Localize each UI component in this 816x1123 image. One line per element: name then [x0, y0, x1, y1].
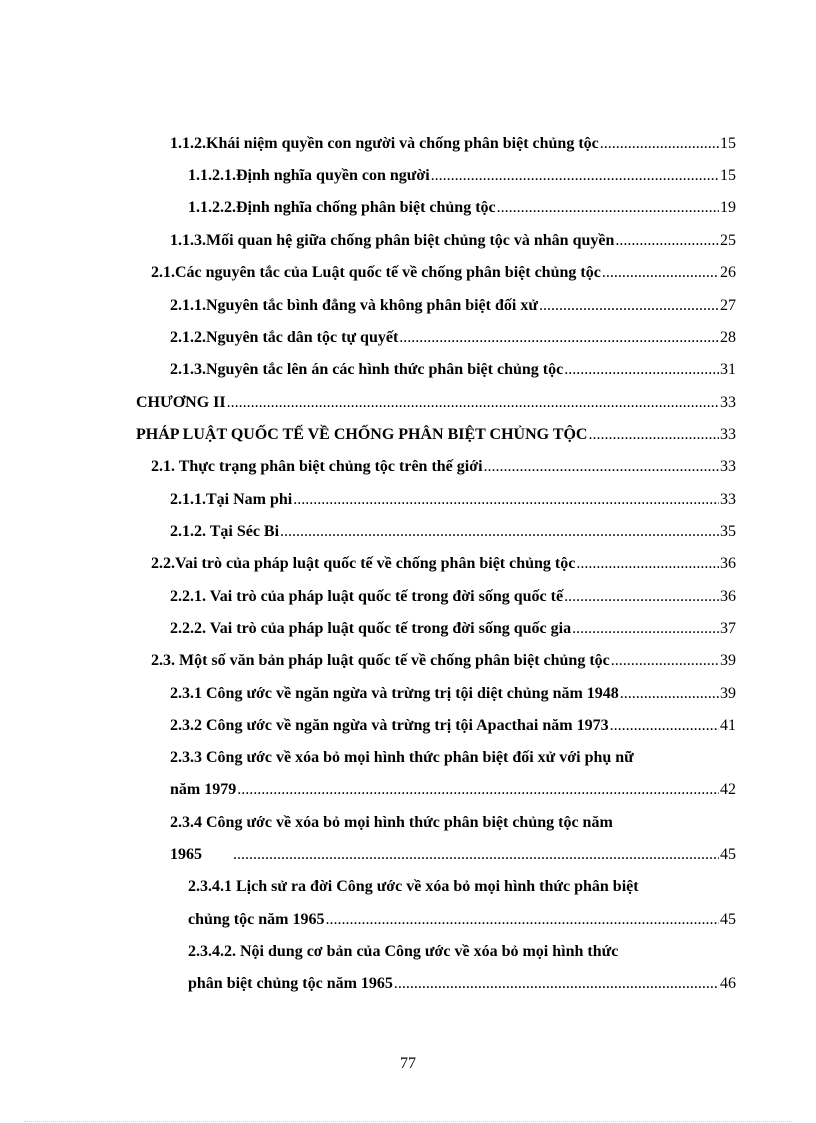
toc-entry [151, 451, 736, 483]
toc-entry [170, 290, 736, 322]
toc-entry-title: 2.3.2 Công ước về ngăn ngừa và trừng trị tội Apacthai năm 1973 [170, 717, 609, 734]
toc-entry-title: 2.1.3.Nguyên tắc lên án các hình thức phân biệt chủng tộc [170, 361, 564, 378]
toc-entry-page: 28 [720, 329, 736, 346]
toc-entry-page: 45 [720, 846, 736, 863]
toc-leader [237, 774, 719, 806]
toc-leader [539, 290, 719, 322]
toc-entry-page: 26 [720, 264, 736, 281]
toc-entry-page: 45 [720, 911, 736, 928]
toc-leader [293, 484, 719, 516]
toc-entry [170, 322, 736, 354]
toc-entry-page: 15 [720, 135, 736, 152]
toc-entry [151, 645, 736, 677]
toc-entry-page: 35 [720, 523, 736, 540]
toc-leader [399, 322, 719, 354]
toc-entry-title: 2.1. Thực trạng phân biệt chủng tộc trên thế giới [151, 458, 483, 475]
toc-leader [576, 548, 719, 580]
toc-entry-title: 1.1.2.2.Định nghĩa chống phân biệt chủng tộc [188, 199, 496, 216]
toc-entry-page: 42 [720, 781, 736, 798]
toc-entry-page: 33 [720, 491, 736, 508]
toc-leader [602, 257, 719, 289]
toc-leader [611, 645, 719, 677]
toc-entry-page: 46 [720, 975, 736, 992]
toc-entry-title: CHƯƠNG II [136, 394, 226, 411]
toc-entry [151, 548, 736, 580]
toc-entry-page: 36 [720, 555, 736, 572]
toc-entry [170, 807, 736, 839]
toc-entry [170, 128, 736, 160]
toc-entry-page: 31 [720, 361, 736, 378]
toc-entry-title: 1965 [170, 846, 202, 863]
toc-entry [136, 419, 736, 451]
toc-entry-title: 1.1.3.Mối quan hệ giữa chống phân biệt chủng tộc và nhân quyền [170, 232, 615, 249]
toc-entry-page: 39 [720, 652, 736, 669]
toc-leader [394, 968, 719, 1000]
toc-entry-title: năm 1979 [170, 781, 237, 798]
toc-entry [170, 742, 736, 774]
toc-entry-title: 2.1.1.Tại Nam phi [170, 491, 293, 508]
toc-entry-page: 27 [720, 297, 736, 314]
toc-entry-page: 39 [720, 685, 736, 702]
toc-leader [497, 192, 719, 224]
toc-entry-page: 33 [720, 426, 736, 443]
toc-entry [170, 774, 736, 806]
toc-entry-title: 2.1.2. Tại Séc Bi [170, 523, 280, 540]
toc-leader [588, 419, 719, 451]
toc-leader [620, 678, 719, 710]
toc-entry-page: 25 [720, 232, 736, 249]
toc-entry [170, 710, 736, 742]
toc-leader [572, 613, 719, 645]
toc-leader [227, 387, 719, 419]
toc-leader [615, 225, 719, 257]
toc-entry [136, 387, 736, 419]
toc-entry [170, 225, 736, 257]
toc-entry-title: 2.3. Một số văn bản pháp luật quốc tế về chống phân biệt chủng tộc [151, 652, 610, 669]
toc-leader [564, 354, 719, 386]
toc-leader [233, 839, 719, 871]
toc-leader [564, 581, 719, 613]
page-number: 77 [400, 1055, 416, 1072]
toc-entry-title: 2.3.4.2. Nội dung cơ bản của Công ước về xóa bỏ mọi hình thức [188, 943, 619, 960]
toc-leader [484, 451, 719, 483]
toc-entry [170, 516, 736, 548]
toc-entry-title: 2.3.4.1 Lịch sử ra đời Công ước về xóa bỏ mọi hình thức phân biệt [188, 878, 639, 895]
toc-entry [170, 613, 736, 645]
toc-entry [170, 354, 736, 386]
toc-entry [188, 160, 736, 192]
toc-entry-title: 2.3.4 Công ước về xóa bỏ mọi hình thức phân biệt chủng tộc năm [170, 814, 613, 831]
toc-entry-title: 2.1.Các nguyên tắc của Luật quốc tế về chống phân biệt chủng tộc [151, 264, 601, 281]
page-bottom-border [24, 1121, 792, 1122]
toc-entry [188, 936, 736, 968]
toc-entry-page: 15 [720, 167, 736, 184]
toc-entry-page: 37 [720, 620, 736, 637]
toc-entry [170, 581, 736, 613]
toc-entry-title: 2.1.1.Nguyên tắc bình đẳng và không phân biệt đối xử [170, 297, 538, 314]
toc-leader [325, 904, 719, 936]
toc-entry-title: 1.1.2.1.Định nghĩa quyền con người [188, 167, 430, 184]
toc-entry-page: 36 [720, 588, 736, 605]
toc-leader [431, 160, 719, 192]
toc-entry-title: chủng tộc năm 1965 [188, 911, 325, 928]
toc-entry-page: 33 [720, 394, 736, 411]
toc-entry [188, 871, 736, 903]
toc-entry-page: 41 [720, 717, 736, 734]
toc-entry-title: 2.3.1 Công ước về ngăn ngừa và trừng trị tội diệt chủng năm 1948 [170, 685, 619, 702]
toc-entry [170, 484, 736, 516]
toc-entry [188, 904, 736, 936]
toc-leader [600, 128, 719, 160]
toc-entry-page: 19 [720, 199, 736, 216]
toc-leader [610, 710, 719, 742]
toc-entry-title: 2.2.2. Vai trò của pháp luật quốc tế trong đời sống quốc gia [170, 620, 572, 637]
toc-entry [188, 968, 736, 1000]
toc-entry [188, 192, 736, 224]
toc-entry-title: 2.3.3 Công ước về xóa bỏ mọi hình thức phân biệt đối xử với phụ nữ [170, 749, 634, 766]
toc-entry-title: phân biệt chủng tộc năm 1965 [188, 975, 393, 992]
toc-leader [280, 516, 719, 548]
toc-entry-title: PHÁP LUẬT QUỐC TẾ VỀ CHỐNG PHÂN BIỆT CHỦNG TỘC [136, 426, 588, 443]
toc-entry-title: 2.1.2.Nguyên tắc dân tộc tự quyết [170, 329, 399, 346]
toc-entry [170, 678, 736, 710]
toc-entry-title: 2.2.Vai trò của pháp luật quốc tế về chống phân biệt chủng tộc [151, 555, 576, 572]
toc-entry-title: 2.2.1. Vai trò của pháp luật quốc tế trong đời sống quốc tế [170, 588, 564, 605]
toc-entry [170, 839, 736, 871]
toc-entry-page: 33 [720, 458, 736, 475]
toc-entry [151, 257, 736, 289]
toc-entry-title: 1.1.2.Khái niệm quyền con người và chống phân biệt chủng tộc [170, 135, 599, 152]
